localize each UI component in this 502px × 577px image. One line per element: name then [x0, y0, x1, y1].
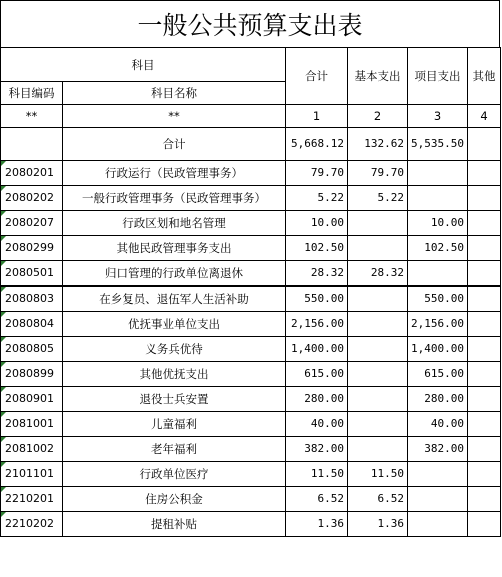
row-other — [468, 512, 501, 537]
row-total: 615.00 — [286, 362, 348, 387]
table-row — [1, 512, 501, 537]
row-name: 其他优抚支出 — [63, 362, 286, 387]
row-name: 优抚事业单位支出 — [63, 312, 286, 337]
row-code: 2080805 — [1, 337, 63, 362]
row-code: 2080803 — [1, 286, 63, 312]
row-total: 40.00 — [286, 412, 348, 437]
row-total: 1.36 — [286, 512, 348, 537]
row-other — [468, 286, 501, 312]
row-other — [468, 236, 501, 261]
table-row — [1, 236, 501, 261]
row-basic — [348, 236, 408, 261]
row-basic: 6.52 — [348, 487, 408, 512]
total-row-label: 合计 — [63, 128, 286, 161]
row-name: 归口管理的行政单位离退休 — [63, 261, 286, 287]
index-other: 4 — [468, 105, 501, 128]
index-name: ** — [63, 105, 286, 128]
row-name: 其他民政管理事务支出 — [63, 236, 286, 261]
total-header: 合计 — [286, 48, 348, 105]
row-code: 2080501 — [1, 261, 63, 287]
table-row — [1, 487, 501, 512]
row-total: 5.22 — [286, 186, 348, 211]
row-basic — [348, 337, 408, 362]
table-row — [1, 437, 501, 462]
total-row-basic: 132.62 — [348, 128, 408, 161]
row-name: 行政区划和地名管理 — [63, 211, 286, 236]
table-row — [1, 412, 501, 437]
row-code: 2080899 — [1, 362, 63, 387]
row-basic: 1.36 — [348, 512, 408, 537]
row-basic — [348, 387, 408, 412]
row-project: 10.00 — [408, 211, 468, 236]
row-other — [468, 337, 501, 362]
row-basic — [348, 437, 408, 462]
row-code: 2080202 — [1, 186, 63, 211]
budget-table — [0, 47, 501, 537]
row-other — [468, 186, 501, 211]
row-total: 382.00 — [286, 437, 348, 462]
row-basic: 11.50 — [348, 462, 408, 487]
row-name: 提租补贴 — [63, 512, 286, 537]
row-project: 102.50 — [408, 236, 468, 261]
row-name: 儿童福利 — [63, 412, 286, 437]
row-other — [468, 462, 501, 487]
other-header: 其他 — [468, 48, 501, 105]
index-basic: 2 — [348, 105, 408, 128]
row-name: 义务兵优待 — [63, 337, 286, 362]
row-project — [408, 462, 468, 487]
table-row — [1, 362, 501, 387]
row-code: 2080201 — [1, 161, 63, 186]
name-header: 科目名称 — [63, 82, 286, 105]
row-project — [408, 512, 468, 537]
total-row-code — [1, 128, 63, 161]
row-name: 老年福利 — [63, 437, 286, 462]
row-basic — [348, 412, 408, 437]
row-code: 2080299 — [1, 236, 63, 261]
row-code: 2210201 — [1, 487, 63, 512]
row-total: 11.50 — [286, 462, 348, 487]
row-code: 2081002 — [1, 437, 63, 462]
row-basic — [348, 362, 408, 387]
row-name: 一般行政管理事务（民政管理事务） — [63, 186, 286, 211]
row-other — [468, 261, 501, 287]
row-total: 2,156.00 — [286, 312, 348, 337]
row-total: 28.32 — [286, 261, 348, 287]
row-project — [408, 261, 468, 287]
row-name: 在乡复员、退伍军人生活补助 — [63, 286, 286, 312]
row-project: 1,400.00 — [408, 337, 468, 362]
row-project: 40.00 — [408, 412, 468, 437]
index-code: ** — [1, 105, 63, 128]
sheet-title: 一般公共预算支出表 — [0, 0, 500, 47]
row-total: 1,400.00 — [286, 337, 348, 362]
table-row — [1, 387, 501, 412]
row-name: 行政单位医疗 — [63, 462, 286, 487]
row-basic — [348, 211, 408, 236]
table-row — [1, 462, 501, 487]
row-basic: 28.32 — [348, 261, 408, 287]
total-row-other — [468, 128, 501, 161]
row-code: 2080207 — [1, 211, 63, 236]
row-other — [468, 312, 501, 337]
table-row — [1, 337, 501, 362]
row-total: 550.00 — [286, 286, 348, 312]
row-other — [468, 487, 501, 512]
row-basic — [348, 286, 408, 312]
row-total: 6.52 — [286, 487, 348, 512]
row-name: 住房公积金 — [63, 487, 286, 512]
row-code: 2080804 — [1, 312, 63, 337]
row-basic: 5.22 — [348, 186, 408, 211]
table-row — [1, 286, 501, 312]
row-code: 2210202 — [1, 512, 63, 537]
row-project: 382.00 — [408, 437, 468, 462]
row-basic: 79.70 — [348, 161, 408, 186]
row-project: 2,156.00 — [408, 312, 468, 337]
row-project: 615.00 — [408, 362, 468, 387]
row-project: 550.00 — [408, 286, 468, 312]
total-row-total: 5,668.12 — [286, 128, 348, 161]
row-other — [468, 161, 501, 186]
row-other — [468, 362, 501, 387]
table-row — [1, 261, 501, 287]
row-code: 2081001 — [1, 412, 63, 437]
code-header: 科目编码 — [1, 82, 63, 105]
index-project: 3 — [408, 105, 468, 128]
row-project: 280.00 — [408, 387, 468, 412]
basic-header: 基本支出 — [348, 48, 408, 105]
row-code: 2080901 — [1, 387, 63, 412]
row-other — [468, 211, 501, 236]
row-total: 102.50 — [286, 236, 348, 261]
subject-group-header: 科目 — [1, 48, 286, 82]
row-name: 退役士兵安置 — [63, 387, 286, 412]
table-row — [1, 211, 501, 236]
table-row — [1, 161, 501, 186]
row-project — [408, 186, 468, 211]
row-basic — [348, 312, 408, 337]
table-row — [1, 312, 501, 337]
total-row-project: 5,535.50 — [408, 128, 468, 161]
row-other — [468, 437, 501, 462]
row-total: 280.00 — [286, 387, 348, 412]
row-project — [408, 487, 468, 512]
row-code: 2101101 — [1, 462, 63, 487]
row-total: 10.00 — [286, 211, 348, 236]
index-total: 1 — [286, 105, 348, 128]
row-name: 行政运行（民政管理事务） — [63, 161, 286, 186]
row-project — [408, 161, 468, 186]
row-total: 79.70 — [286, 161, 348, 186]
table-row — [1, 186, 501, 211]
row-other — [468, 387, 501, 412]
row-other — [468, 412, 501, 437]
project-header: 项目支出 — [408, 48, 468, 105]
